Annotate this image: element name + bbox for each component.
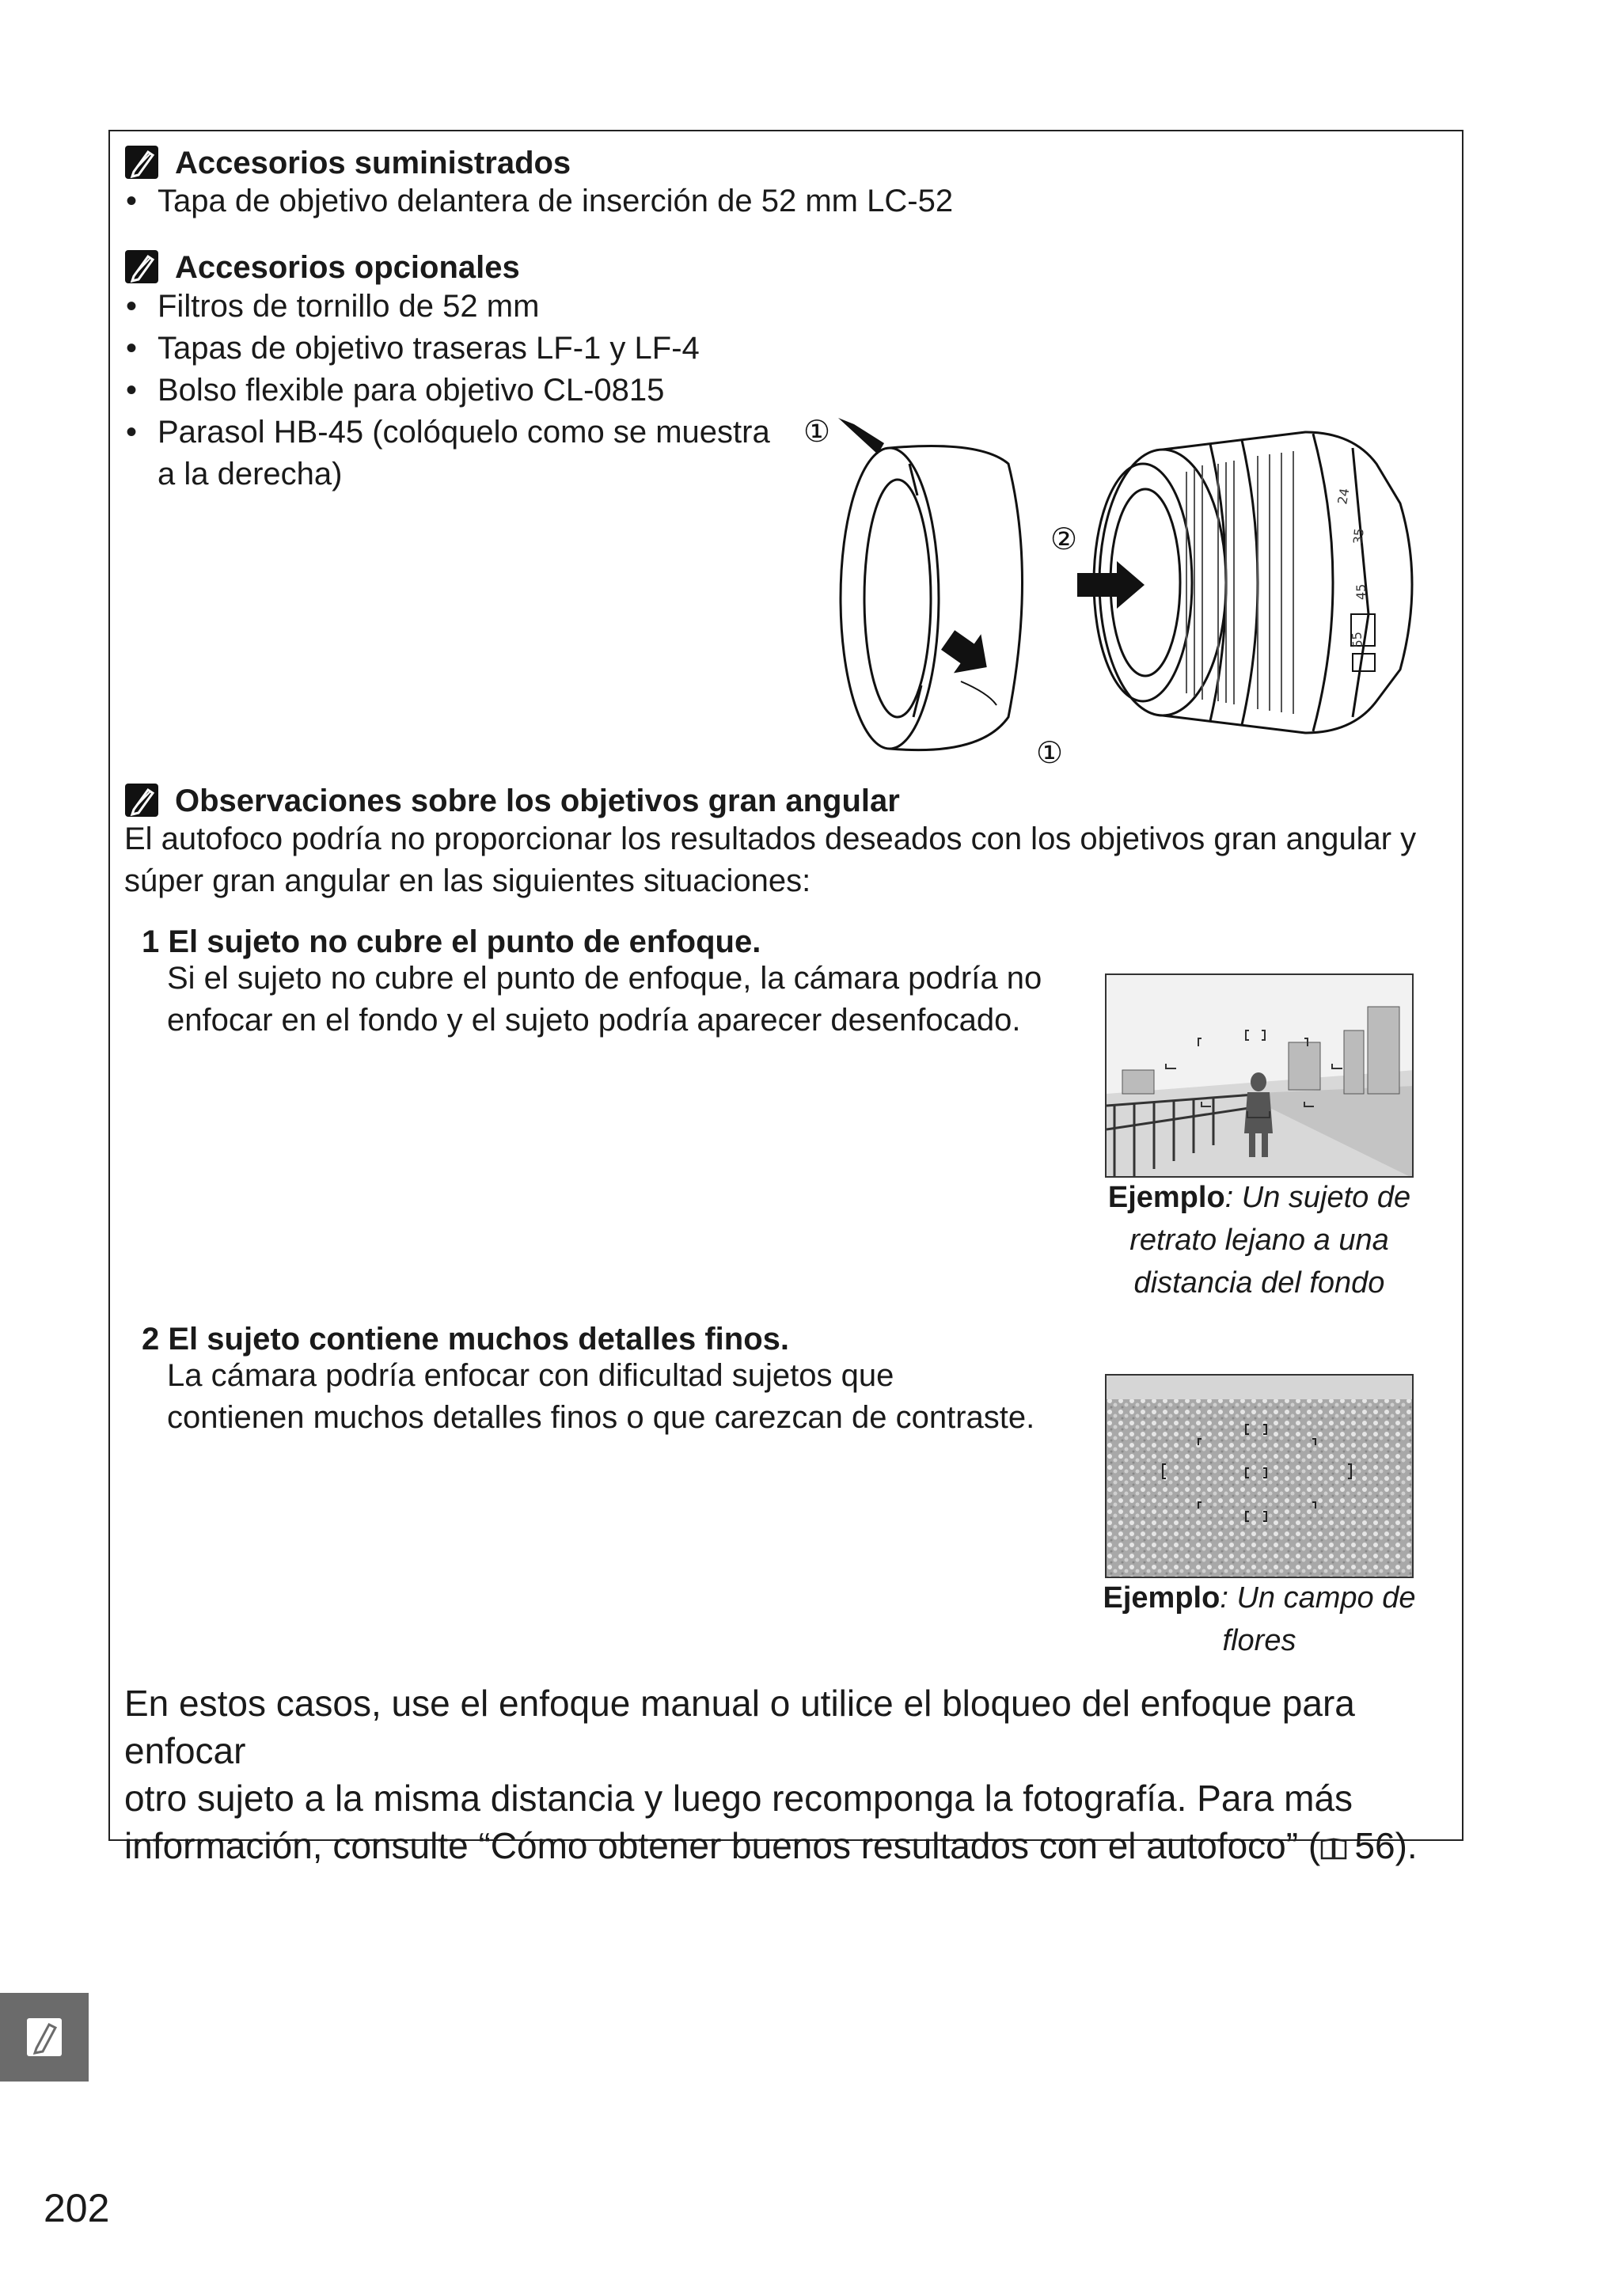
case-1-title: El sujeto no cubre el punto de enfoque. xyxy=(168,924,761,959)
note-section-icon xyxy=(0,1993,89,2082)
page-number: 202 xyxy=(44,2186,110,2230)
arrow-icon xyxy=(838,418,884,454)
case-2-line-2: contienen muchos detalles finos o que carezcan de contraste. xyxy=(167,1400,1035,1435)
conclusion-line-3: información, consulte “Cómo obtener buenos resultados con el autofoco” ( xyxy=(124,1825,1321,1866)
case-1-number: 1 xyxy=(142,924,160,959)
intro-line-1: El autofoco podría no proporcionar los resultados deseados con los objetivos gran angular y xyxy=(124,822,1417,856)
wide-angle-intro xyxy=(124,818,1454,902)
case-1-line-1: Si el sujeto no cubre el punto de enfoque, la cámara podría no xyxy=(167,961,1042,996)
arrow-icon xyxy=(934,620,1000,687)
case-2-text xyxy=(167,1355,1117,1439)
label-step-1-top: ① xyxy=(803,416,831,449)
lens-mark-24: 24 xyxy=(1334,487,1353,506)
caption-1-line-3: distancia del fondo xyxy=(1133,1266,1385,1300)
note-pencil-icon xyxy=(124,783,159,818)
supplied-heading xyxy=(124,144,571,182)
wide-angle-title: Observaciones sobre los objetivos gran angular xyxy=(175,784,900,818)
optional-list xyxy=(124,286,837,495)
optional-title: Accesorios opcionales xyxy=(175,250,520,285)
case-2-line-1: La cámara podría enfocar con dificultad sujetos que xyxy=(167,1358,894,1393)
label-step-1-bottom: ① xyxy=(1036,735,1064,770)
section-tab[interactable] xyxy=(0,1993,89,2082)
list-item: • Filtros de tornillo de 52 mm xyxy=(124,286,837,328)
hood-line-2: a la derecha) xyxy=(158,457,343,491)
caption-2-label: Ejemplo xyxy=(1103,1581,1220,1615)
supplied-title: Accesorios suministrados xyxy=(175,146,571,180)
lens-mark-55: 55 xyxy=(1349,631,1365,649)
list-item: • Tapas de objetivo traseras LF-1 y LF-4 xyxy=(124,328,837,370)
note-pencil-icon xyxy=(124,249,159,284)
caption-2-line-1: : Un campo de xyxy=(1220,1581,1416,1615)
caption-1-line-2: retrato lejano a una xyxy=(1129,1224,1389,1257)
case-2-heading xyxy=(142,1320,789,1358)
notes-box xyxy=(108,130,1463,1866)
case-1-line-2: enfocar en el fondo y el sujeto podría aparecer desenfocado. xyxy=(167,1003,1021,1038)
supplied-list xyxy=(124,180,1074,222)
photo-portrait-example xyxy=(1105,973,1414,1178)
conclusion-ref-page[interactable]: 56 xyxy=(1354,1825,1395,1866)
caption-1-line-1: : Un sujeto de xyxy=(1224,1181,1411,1214)
case-1-text xyxy=(167,958,1117,1042)
conclusion-line-1: En estos casos, use el enfoque manual o utilice el bloqueo del enfoque para enfocar xyxy=(124,1683,1355,1771)
caption-1-label: Ejemplo xyxy=(1107,1181,1225,1214)
conclusion-line-2: otro sujeto a la misma distancia y luego recomponga la fotografía. Para más xyxy=(124,1778,1353,1819)
book-ref-icon xyxy=(1320,1837,1347,1861)
caption-1 xyxy=(1088,1176,1431,1304)
caption-2 xyxy=(1088,1577,1431,1662)
intro-line-2: súper gran angular en las siguientes situaciones: xyxy=(124,863,811,898)
note-pencil-icon xyxy=(124,145,159,180)
list-item: • Bolso flexible para objetivo CL-0815 xyxy=(124,370,837,412)
caption-2-line-2: flores xyxy=(1222,1624,1296,1657)
wide-angle-heading xyxy=(124,782,900,820)
photo-flowers-example xyxy=(1105,1374,1414,1578)
lens-hood-diagram xyxy=(799,416,1432,780)
flower-field-scene xyxy=(1107,1376,1414,1578)
case-2-number: 2 xyxy=(142,1322,160,1357)
optional-heading xyxy=(124,249,520,287)
lens-mark-35: 35 xyxy=(1350,527,1367,545)
list-item xyxy=(124,412,837,495)
hood-line-1: Parasol HB-45 (colóquelo como se muestra xyxy=(158,415,770,450)
case-1-heading xyxy=(142,923,761,961)
label-step-2: ② xyxy=(1050,522,1078,556)
portrait-scene xyxy=(1107,975,1414,1178)
case-2-title: El sujeto contiene muchos detalles finos. xyxy=(168,1322,789,1357)
conclusion-end: ). xyxy=(1395,1825,1418,1866)
list-item: • Tapa de objetivo delantera de inserción de 52 mm LC-52 xyxy=(124,180,1074,222)
conclusion xyxy=(124,1679,1462,1869)
lens-mark-45: 45 xyxy=(1353,583,1369,600)
